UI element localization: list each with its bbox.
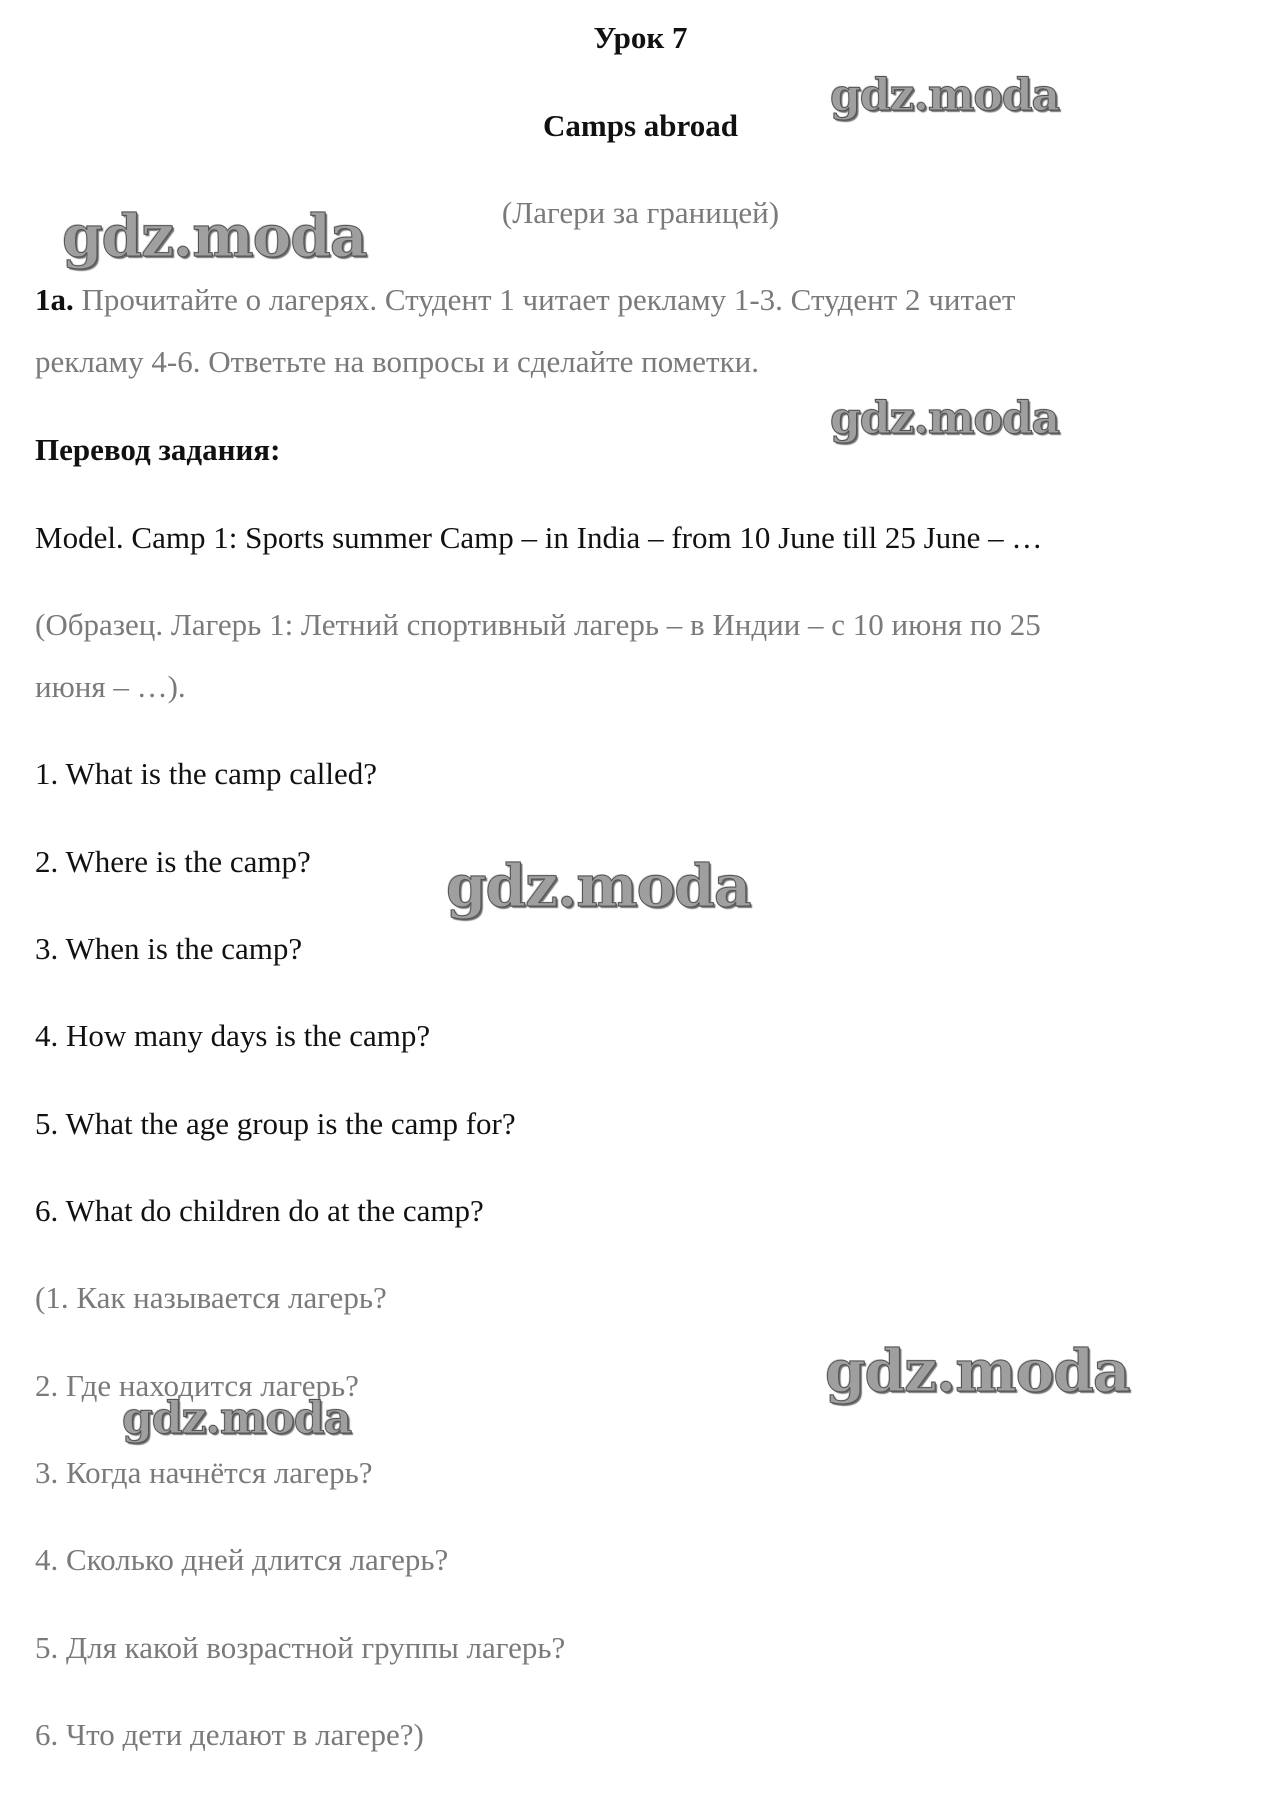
question-ru-4: 4. Сколько дней длится лагерь?	[35, 1542, 449, 1577]
lesson-title: Урок 7	[593, 20, 688, 55]
watermark-lower-right: gdz.moda	[825, 1337, 1130, 1405]
watermark-lower-left: gdz.moda	[122, 1393, 352, 1444]
task-number: 1a.	[35, 282, 74, 317]
question-ru-3: 3. Когда начнётся лагерь?	[35, 1455, 373, 1490]
question-ru-6: 6. Что дети делают в лагере?)	[35, 1717, 424, 1752]
watermark-upper-right: gdz.moda	[830, 393, 1060, 444]
model-english: Model. Camp 1: Sports summer Camp – in India – from 10 June till 25 June – …	[35, 520, 1043, 555]
translation-heading: Перевод задания:	[35, 432, 281, 467]
task-line-1	[35, 280, 1015, 320]
question-ru-5: 5. Для какой возрастной группы лагерь?	[35, 1630, 566, 1665]
question-en-4: 4. How many days is the camp?	[35, 1018, 431, 1053]
model-russian-line-2: июня – …).	[35, 669, 186, 704]
question-en-2: 2. Where is the camp?	[35, 844, 311, 879]
watermark-top-right: gdz.moda	[830, 70, 1060, 121]
model-russian-line-1: (Образец. Лагерь 1: Летний спортивный лагерь – в Индии – с 10 июня по 25	[35, 607, 1041, 642]
task-line-2: рекламу 4-6. Ответьте на вопросы и сделайте пометки.	[35, 344, 760, 379]
question-ru-1: (1. Как называется лагерь?	[35, 1280, 387, 1315]
question-ru-2: 2. Где находится лагерь?	[35, 1368, 359, 1403]
question-en-1: 1. What is the camp called?	[35, 756, 378, 791]
question-en-6: 6. What do children do at the camp?	[35, 1193, 484, 1228]
watermark-center: gdz.moda	[446, 852, 751, 920]
task-text-1: Прочитайте о лагерях. Студент 1 читает рекламу 1-3. Студент 2 читает	[73, 282, 1016, 317]
question-en-5: 5. What the age group is the camp for?	[35, 1106, 516, 1141]
topic-title: Camps abroad	[543, 108, 738, 143]
question-en-3: 3. When is the camp?	[35, 931, 303, 966]
watermark-top-left: gdz.moda	[62, 202, 367, 270]
topic-translation: (Лагери за границей)	[501, 195, 780, 230]
